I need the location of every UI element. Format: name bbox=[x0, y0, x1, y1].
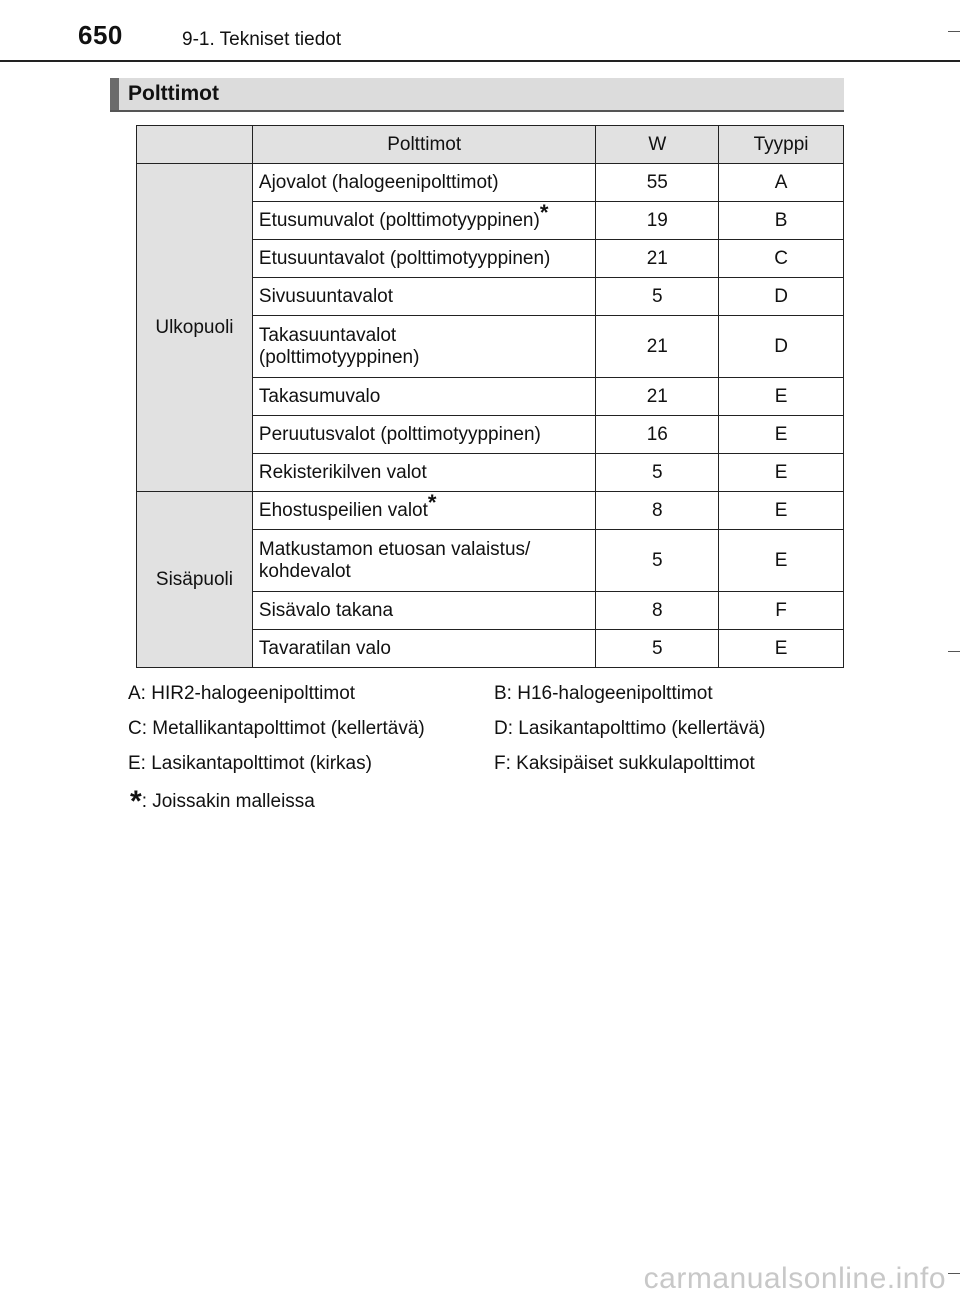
legend-item-a: A: HIR2-halogeenipolttimot bbox=[128, 683, 356, 704]
column-header: W bbox=[596, 126, 719, 164]
wattage: 16 bbox=[596, 416, 719, 454]
footnote bbox=[130, 785, 315, 819]
bulb-name: Matkustamon etuosan valaistus/ kohdevalot bbox=[252, 530, 596, 592]
wattage: 21 bbox=[596, 240, 719, 278]
section-header bbox=[110, 78, 844, 112]
bulb-type: B bbox=[719, 202, 844, 240]
legend-item-e: E: Lasikantapolttimot (kirkas) bbox=[128, 753, 372, 774]
page-number: 650 bbox=[78, 20, 123, 50]
bulb-name: Takasumuvalo bbox=[252, 378, 596, 416]
legend-row bbox=[128, 718, 848, 753]
bulb-name: Ajovalot (halogeenipolttimot) bbox=[252, 164, 596, 202]
crop-mark bbox=[948, 1273, 960, 1274]
legend-item-d: D: Lasikantapolttimo (kellertävä) bbox=[494, 718, 766, 739]
wattage: 8 bbox=[596, 492, 719, 530]
bulb-type: E bbox=[719, 454, 844, 492]
column-header: Tyyppi bbox=[719, 126, 844, 164]
footnote-star: * bbox=[539, 199, 549, 225]
bulb-name: Rekisterikilven valot bbox=[252, 454, 596, 492]
legend-row bbox=[128, 683, 848, 718]
bulb-type: E bbox=[719, 530, 844, 592]
bulb-type: E bbox=[719, 416, 844, 454]
bulb-type: D bbox=[719, 278, 844, 316]
bulb-name: Peruutusvalot (polttimotyyppinen) bbox=[252, 416, 596, 454]
bulb-name: Takasuuntavalot (polttimotyyppinen) bbox=[252, 316, 596, 378]
chapter-title: 9-1. Tekniset tiedot bbox=[182, 29, 342, 50]
bulb-type: E bbox=[719, 378, 844, 416]
footnote-star: * bbox=[427, 489, 437, 515]
wattage: 21 bbox=[596, 316, 719, 378]
footnote-star: * bbox=[130, 785, 142, 818]
group-label: Sisäpuoli bbox=[137, 492, 253, 668]
legend-item-f: F: Kaksipäiset sukkulapolttimot bbox=[494, 753, 755, 774]
section-title: Polttimot bbox=[128, 82, 219, 105]
bulb-type: F bbox=[719, 592, 844, 630]
footnote-text: : Joissakin malleissa bbox=[141, 791, 315, 812]
table-row bbox=[137, 164, 844, 202]
watermark: carmanualsonline.info bbox=[643, 1262, 946, 1295]
bulb-name: Tavaratilan valo bbox=[252, 630, 596, 668]
section-header-bar bbox=[110, 78, 119, 110]
bulb-table bbox=[136, 125, 844, 668]
wattage: 5 bbox=[596, 278, 719, 316]
type-legend bbox=[128, 683, 848, 788]
bulb-type: A bbox=[719, 164, 844, 202]
bulb-name: Sivusuuntavalot bbox=[252, 278, 596, 316]
bulb-type: D bbox=[719, 316, 844, 378]
bulb-name: Sisävalo takana bbox=[252, 592, 596, 630]
bulb-name: Ehostuspeilien valot* bbox=[252, 492, 596, 530]
column-header bbox=[137, 126, 253, 164]
wattage: 5 bbox=[596, 630, 719, 668]
bulb-name: Etusumuvalot (polttimotyyppinen)* bbox=[252, 202, 596, 240]
wattage: 19 bbox=[596, 202, 719, 240]
wattage: 8 bbox=[596, 592, 719, 630]
wattage: 5 bbox=[596, 530, 719, 592]
table-row bbox=[137, 492, 844, 530]
wattage: 21 bbox=[596, 378, 719, 416]
crop-mark bbox=[948, 651, 960, 652]
bulb-type: C bbox=[719, 240, 844, 278]
wattage: 55 bbox=[596, 164, 719, 202]
group-label: Ulkopuoli bbox=[137, 164, 253, 492]
bulb-type: E bbox=[719, 630, 844, 668]
crop-mark bbox=[948, 31, 960, 32]
table-header-row bbox=[137, 126, 844, 164]
legend-item-c: C: Metallikantapolttimot (kellertävä) bbox=[128, 718, 425, 739]
legend-row bbox=[128, 753, 848, 788]
legend-item-b: B: H16-halogeenipolttimot bbox=[494, 683, 713, 704]
bulb-type: E bbox=[719, 492, 844, 530]
header-rule bbox=[0, 60, 960, 62]
bulb-name: Etusuuntavalot (polttimotyyppinen) bbox=[252, 240, 596, 278]
wattage: 5 bbox=[596, 454, 719, 492]
column-header: Polttimot bbox=[252, 126, 596, 164]
